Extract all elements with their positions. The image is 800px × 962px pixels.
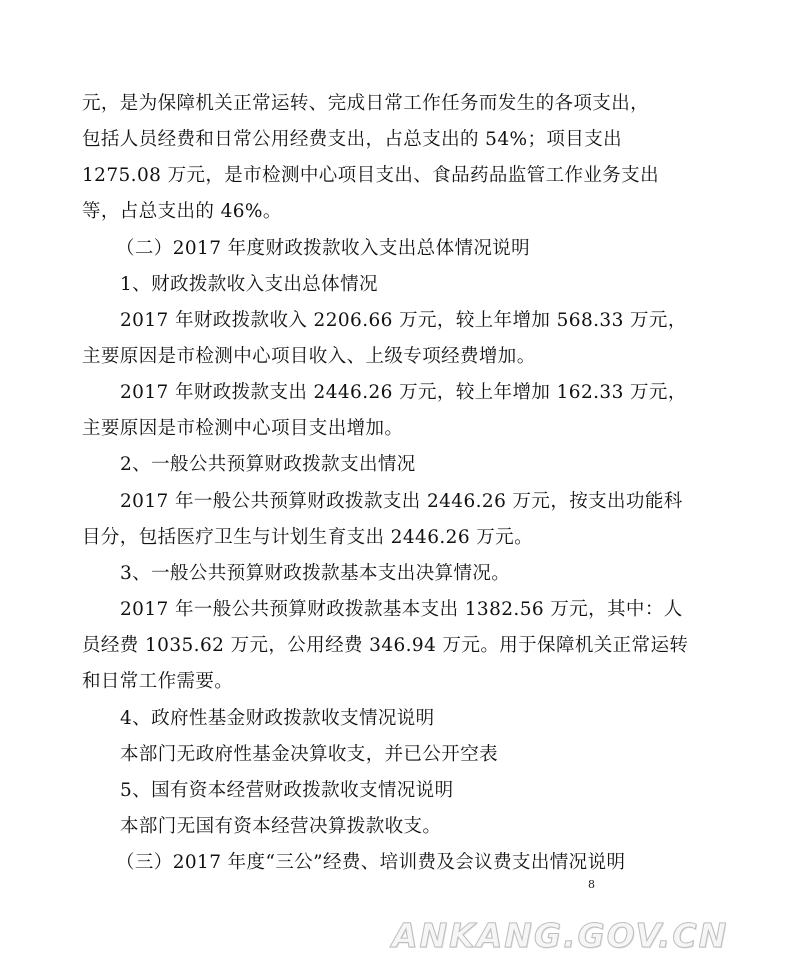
paragraph-line: 主要原因是市检测中心项目支出增加。	[82, 418, 404, 439]
paragraph-line: 本部门无国有资本经营决算拨款收支。	[120, 816, 442, 837]
paragraph-line: 和日常工作需要。	[82, 671, 234, 692]
subsection-heading: 2、一般公共预算财政拨款支出情况	[120, 454, 416, 475]
paragraph-line: 包括人员经费和日常公用经费支出，占总支出的 54%；项目支出	[82, 129, 623, 150]
section-heading: （三）2017 年度“三公”经费、培训费及会议费支出情况说明	[116, 852, 626, 873]
paragraph-line: 等，占总支出的 46%。	[82, 201, 282, 222]
section-heading: （二）2017 年度财政拨款收入支出总体情况说明	[116, 238, 531, 259]
paragraph-line: 2017 年一般公共预算财政拨款支出 2446.26 万元，按支出功能科	[120, 491, 683, 512]
paragraph-line: 2017 年财政拨款支出 2446.26 万元，较上年增加 162.33 万元，	[120, 382, 687, 403]
site-watermark: ANKANG.GOV.CN	[392, 916, 729, 955]
paragraph-line: 主要原因是市检测中心项目收入、上级专项经费增加。	[82, 346, 536, 367]
paragraph-line: 2017 年一般公共预算财政拨款基本支出 1382.56 万元，其中：人	[120, 599, 683, 620]
subsection-heading: 5、国有资本经营财政拨款收支情况说明	[120, 780, 454, 801]
paragraph-line: 目分，包括医疗卫生与计划生育支出 2446.26 万元。	[82, 527, 533, 548]
paragraph-line: 元，是为保障机关正常运转、完成日常工作任务而发生的各项支出，	[82, 93, 650, 114]
subsection-heading: 3、一般公共预算财政拨款基本支出决算情况。	[120, 563, 511, 584]
subsection-heading: 4、政府性基金财政拨款收支情况说明	[120, 708, 435, 729]
page-number: 8	[588, 878, 595, 891]
paragraph-line: 2017 年财政拨款收入 2206.66 万元，较上年增加 568.33 万元，	[120, 310, 687, 331]
subsection-heading: 1、财政拨款收入支出总体情况	[120, 274, 378, 295]
paragraph-line: 本部门无政府性基金决算收支，并已公开空表	[120, 744, 499, 765]
paragraph-line: 1275.08 万元，是市检测中心项目支出、食品药品监管工作业务支出	[82, 165, 659, 186]
paragraph-line: 员经费 1035.62 万元，公用经费 346.94 万元。用于保障机关正常运转	[82, 635, 689, 656]
